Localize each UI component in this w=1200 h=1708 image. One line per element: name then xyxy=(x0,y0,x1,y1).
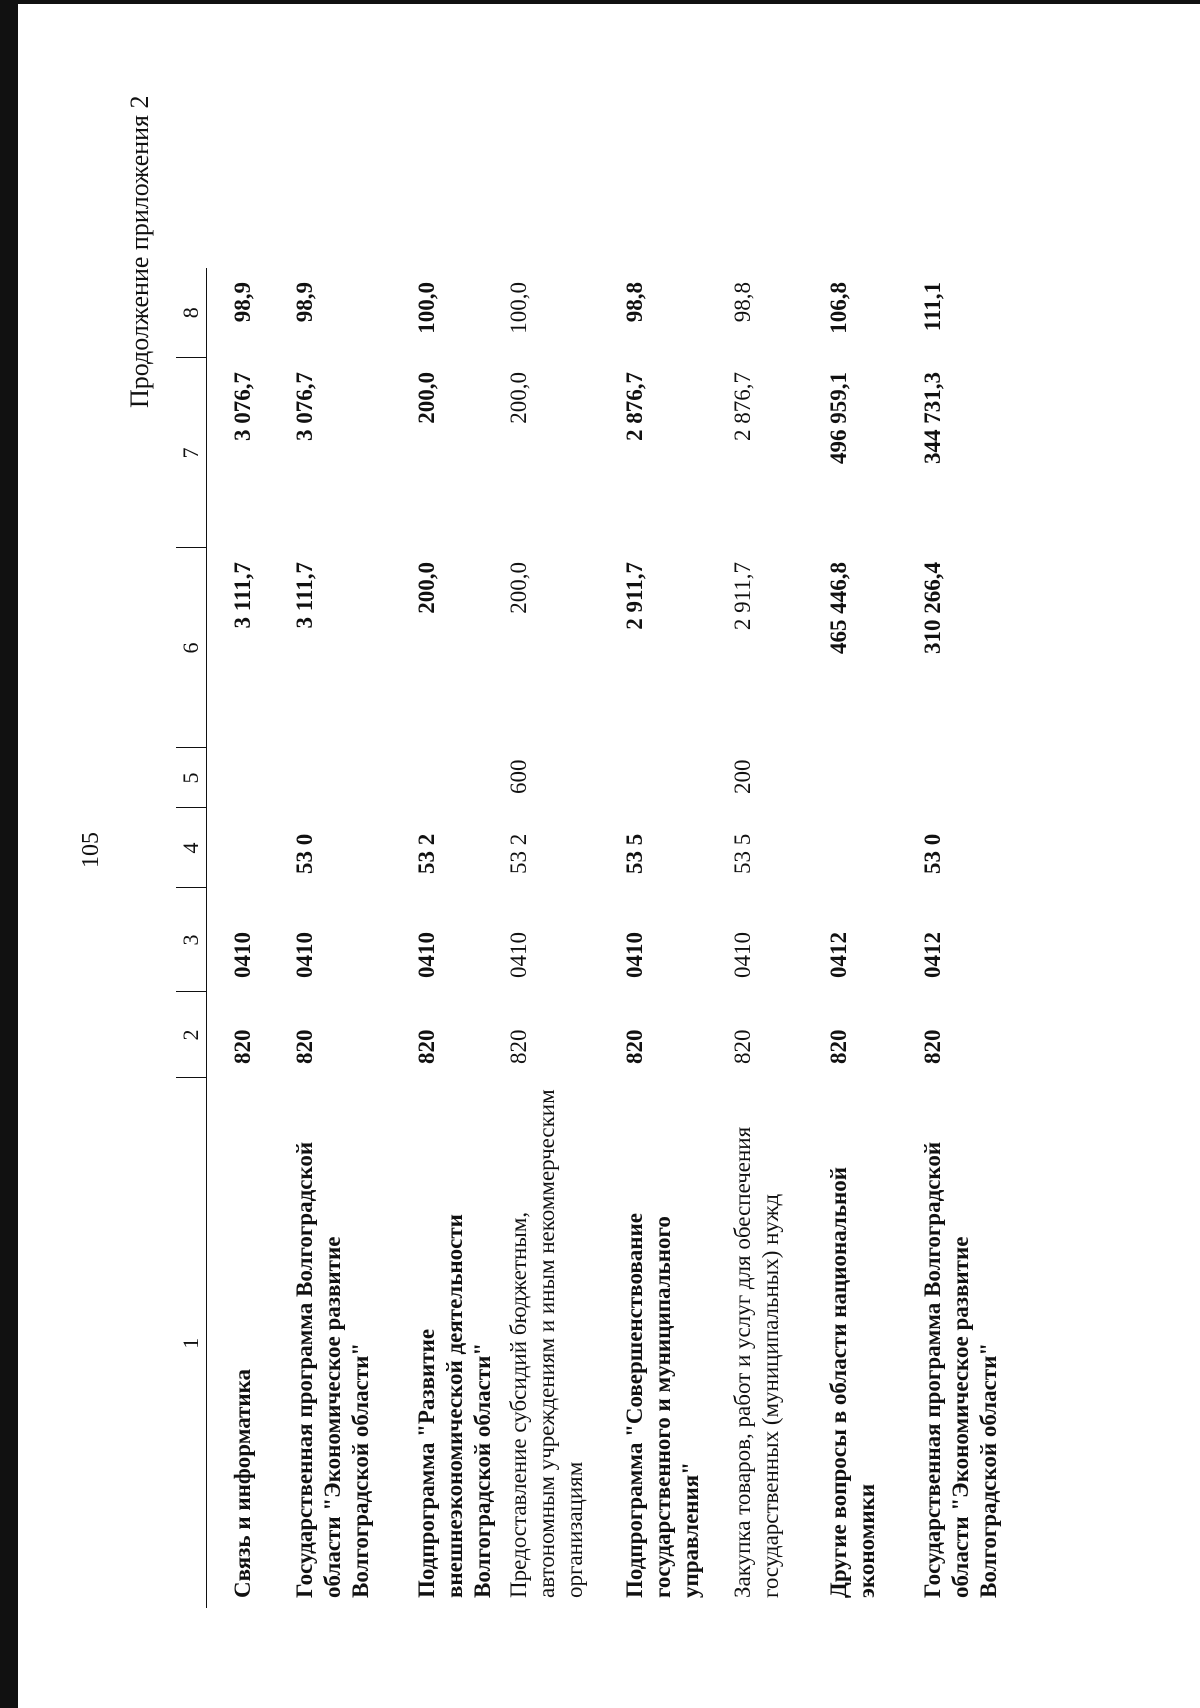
row-percent: 100,0 xyxy=(506,282,531,334)
row-description: Государственная программа Волгоградской области "Экономическое развитие Волгоградской области" xyxy=(292,1141,374,1598)
row-code: 820 xyxy=(920,1029,945,1064)
row-section: 0410 xyxy=(292,932,317,978)
row-expense-type xyxy=(413,748,505,808)
row-target-article: 53 5 xyxy=(622,833,647,874)
table-row xyxy=(729,268,825,1608)
row-expense-type: 200 xyxy=(730,759,755,794)
column-header: 5 xyxy=(176,748,207,808)
column-header: 1 xyxy=(176,1078,207,1608)
row-description: Государственная программа Волгоградской области "Экономическое развитие Волгоградской области" xyxy=(920,1141,1002,1598)
row-code: 820 xyxy=(414,1029,439,1064)
table-row xyxy=(919,268,1037,1608)
continuation-label: Продолжение приложения 2 xyxy=(125,95,154,408)
row-percent: 100,0 xyxy=(414,282,439,334)
row-actual-amount: 3 076,7 xyxy=(230,372,255,441)
row-percent: 98,9 xyxy=(292,282,317,323)
row-description: Предоставление субсидий бюджетным, автономным учреждениям и иным некоммерческим организациям xyxy=(506,1089,588,1598)
row-percent: 111,1 xyxy=(920,282,945,332)
column-header: 6 xyxy=(176,548,207,748)
row-actual-amount: 200,0 xyxy=(506,372,531,424)
row-description: Закупка товаров, работ и услуг для обеспечения государственных (муниципальных) нужд xyxy=(730,1126,784,1598)
column-header: 3 xyxy=(176,888,207,992)
row-section: 0412 xyxy=(920,932,945,978)
row-section: 0412 xyxy=(826,932,851,978)
row-code: 820 xyxy=(730,1029,755,1064)
row-description: Связь и информатика xyxy=(230,1368,255,1598)
row-actual-amount: 2 876,7 xyxy=(730,372,755,441)
row-section: 0410 xyxy=(622,932,647,978)
table-row xyxy=(291,268,413,1608)
row-section: 0410 xyxy=(414,932,439,978)
row-expense-type xyxy=(919,748,1037,808)
row-percent: 98,9 xyxy=(230,282,255,323)
row-percent: 98,8 xyxy=(622,282,647,323)
row-plan-amount: 3 111,7 xyxy=(292,562,317,629)
table-row xyxy=(621,268,729,1608)
row-plan-amount: 2 911,7 xyxy=(622,562,647,630)
table-row xyxy=(505,268,621,1608)
row-plan-amount: 2 911,7 xyxy=(730,562,755,631)
row-target-article: 53 0 xyxy=(292,833,317,874)
row-percent: 106,8 xyxy=(826,282,851,334)
row-percent: 98,8 xyxy=(730,282,755,323)
row-code: 820 xyxy=(506,1029,531,1064)
row-expense-type xyxy=(207,748,292,808)
row-description: Подпрограмма "Развитие внешнеэкономической деятельности Волгоградской области" xyxy=(414,1214,496,1598)
header-row xyxy=(176,268,207,1608)
row-actual-amount: 2 876,7 xyxy=(622,372,647,441)
row-plan-amount: 200,0 xyxy=(506,562,531,614)
row-code: 820 xyxy=(292,1029,317,1064)
row-plan-amount: 310 266,4 xyxy=(920,562,945,654)
row-target-article: 53 0 xyxy=(920,833,945,874)
row-plan-amount: 3 111,7 xyxy=(230,562,255,629)
row-target-article xyxy=(207,808,292,888)
row-actual-amount: 496 959,1 xyxy=(826,372,851,464)
column-header: 8 xyxy=(176,268,207,358)
row-section: 0410 xyxy=(730,932,755,978)
row-plan-amount: 200,0 xyxy=(414,562,439,614)
column-header: 2 xyxy=(176,992,207,1078)
row-description: Другие вопросы в области национальной экономики xyxy=(826,1167,880,1598)
column-header: 7 xyxy=(176,358,207,548)
row-target-article xyxy=(825,808,919,888)
row-description: Подпрограмма "Совершенствование государственного и муниципального управления" xyxy=(622,1212,704,1598)
table-row xyxy=(207,268,292,1608)
row-plan-amount: 465 446,8 xyxy=(826,562,851,654)
row-section: 0410 xyxy=(506,932,531,978)
row-code: 820 xyxy=(826,1029,851,1064)
row-expense-type xyxy=(291,748,413,808)
row-code: 820 xyxy=(622,1029,647,1064)
column-header: 4 xyxy=(176,808,207,888)
row-target-article: 53 5 xyxy=(730,833,755,874)
row-code: 820 xyxy=(230,1029,255,1064)
row-actual-amount: 344 731,3 xyxy=(920,372,945,464)
page-number: 105 xyxy=(78,832,104,868)
row-target-article: 53 2 xyxy=(506,833,531,874)
row-actual-amount: 3 076,7 xyxy=(292,372,317,441)
budget-table xyxy=(176,268,1037,1608)
row-expense-type xyxy=(825,748,919,808)
row-section: 0410 xyxy=(230,932,255,978)
row-expense-type xyxy=(621,748,729,808)
row-actual-amount: 200,0 xyxy=(414,372,439,424)
table-row xyxy=(825,268,919,1608)
row-target-article: 53 2 xyxy=(414,833,439,874)
table-row xyxy=(413,268,505,1608)
row-expense-type: 600 xyxy=(506,759,531,794)
